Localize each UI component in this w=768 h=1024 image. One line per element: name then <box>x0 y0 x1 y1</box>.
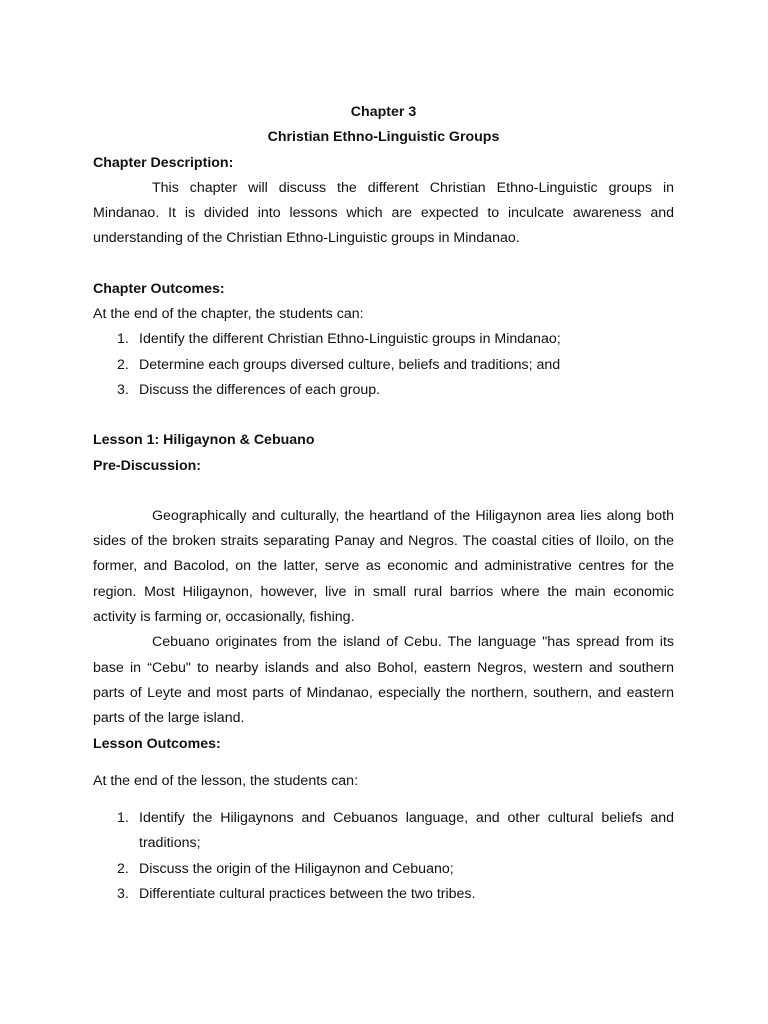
prediscussion-heading: Pre-Discussion: <box>93 457 202 474</box>
list-item <box>93 327 674 352</box>
list-text: Discuss the differences of each group. <box>139 381 381 398</box>
chapter-description-text: This chapter will discuss the different Christian Ethno-Linguistic groups in Mindanao. It is divided into lessons which are expected to inculcate awareness and understanding of the Christian Ethno-Linguistic groups in Mindanao. <box>93 179 674 247</box>
chapter-outcomes-list <box>93 327 674 403</box>
list-text: Discuss the origin of the Hiligaynon and Cebuano; <box>139 860 454 877</box>
lesson-outcomes-intro: At the end of the lesson, the students can: <box>93 772 359 789</box>
list-text: Determine each groups diversed culture, beliefs and traditions; and <box>139 356 561 373</box>
list-number: 3. <box>117 381 129 398</box>
chapter-description-heading: Chapter Description: <box>93 154 234 171</box>
list-item <box>93 353 674 378</box>
list-number: 1. <box>117 810 129 827</box>
chapter-outcomes-heading: Chapter Outcomes: <box>93 280 225 297</box>
chapter-number: Chapter 3 <box>350 104 417 120</box>
list-text: Identify the different Christian Ethno-Linguistic groups in Mindanao; <box>139 331 561 348</box>
lesson-paragraph: Cebuano originates from the island of Cebu. The language "has spread from its base in “Cebu" to nearby islands and also Bohol, eastern Negros, western and southern parts of Leyte and most parts of Mindanao, especially the northern, southern, and eastern parts of the large island. <box>93 634 674 727</box>
list-item <box>93 882 674 907</box>
list-number: 3. <box>117 886 129 903</box>
list-number: 2. <box>117 356 129 373</box>
document-page <box>93 100 674 907</box>
list-number: 1. <box>117 331 129 348</box>
list-item <box>93 857 674 882</box>
list-item <box>93 378 674 403</box>
lesson-paragraph: Geographically and culturally, the heartland of the Hiligaynon area lies along both sides of the broken straits separating Panay and Negros. The coastal cities of Iloilo, on the former, and Bacolod, on the latter, serve as economic and administrative centres for the region. Most Hiligaynon, however, live in small rural barrios where the main economic activity is farming or, occasionally, fishing. <box>93 507 674 626</box>
list-text: Differentiate cultural practices between the two tribes. <box>139 886 476 903</box>
chapter-outcomes-intro: At the end of the chapter, the students can: <box>93 306 364 323</box>
list-item <box>93 806 674 857</box>
lesson-title: Lesson 1: Hiligaynon & Cebuano <box>93 432 315 449</box>
lesson-outcomes-list <box>93 806 674 907</box>
list-number: 2. <box>117 860 129 877</box>
lesson-outcomes-heading: Lesson Outcomes: <box>93 735 221 752</box>
chapter-title: Christian Ethno-Linguistic Groups <box>267 129 500 146</box>
list-text: Identify the Hiligaynons and Cebuanos language, and other cultural beliefs and traditions; <box>139 810 674 852</box>
